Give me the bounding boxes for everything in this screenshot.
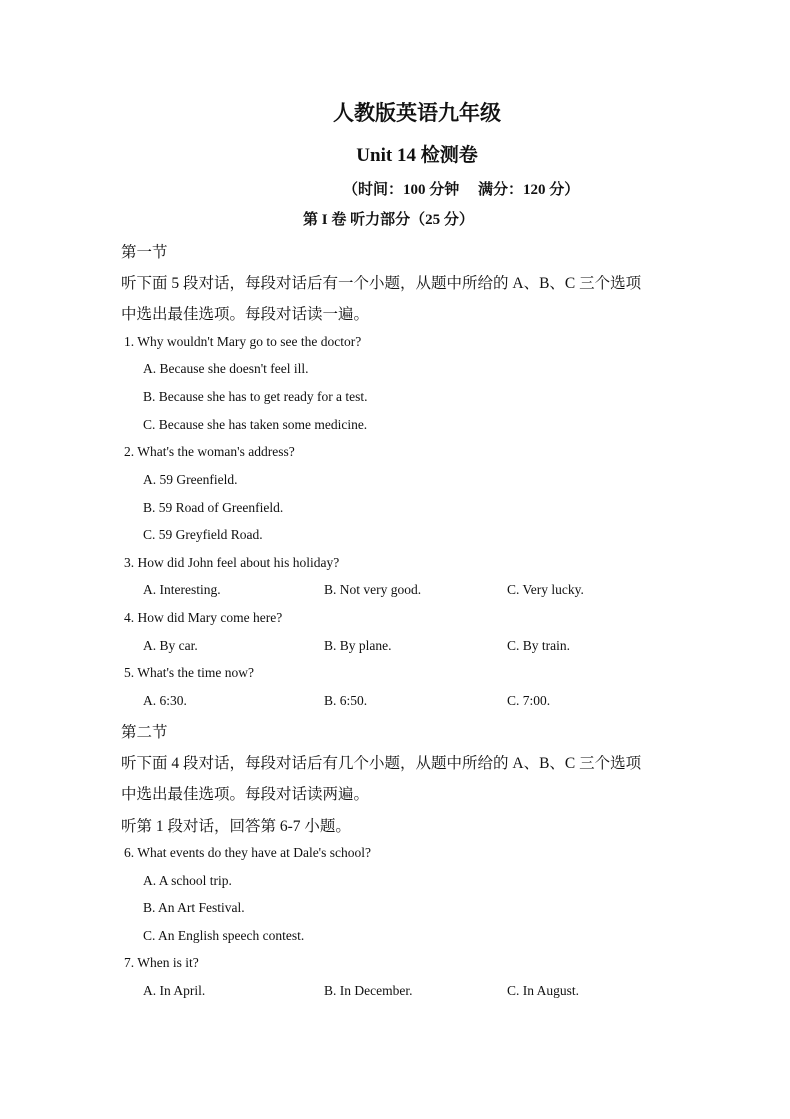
exam-title: 人教版英语九年级 <box>333 101 501 125</box>
option-2b: B. 59 Road of Greenfield. <box>143 500 284 515</box>
option-5b: B. 6:50. <box>324 693 368 708</box>
question-4: 4. How did Mary come here? <box>124 610 283 625</box>
question-2: 2. What's the woman's address? <box>124 444 295 459</box>
option-7a: A. In April. <box>143 983 206 998</box>
question-3: 3. How did John feel about his holiday? <box>124 555 340 570</box>
option-2a: A. 59 Greenfield. <box>143 472 238 487</box>
option-3a: A. Interesting. <box>143 582 221 597</box>
section1-instruction-cont: 中选出最佳选项。每段对话读一遍。 <box>121 306 370 323</box>
option-6b: B. An Art Festival. <box>143 900 245 915</box>
option-6a: A. A school trip. <box>143 873 232 888</box>
question-5: 5. What's the time now? <box>124 665 255 680</box>
section2-instruction: 听下面 4 段对话，每段对话后有几个小题，从题中所给的 A、B、C 三个选项 <box>121 755 642 772</box>
option-7c: C. In August. <box>507 983 580 998</box>
dialog1-note: 听第 1 段对话，回答第 6-7 小题。 <box>121 818 351 835</box>
question-1: 1. Why wouldn't Mary go to see the doctor? <box>124 334 362 349</box>
option-4b: B. By plane. <box>324 638 392 653</box>
option-1b: B. Because she has to get ready for a test. <box>143 389 368 404</box>
option-3b: B. Not very good. <box>324 582 422 597</box>
part-title: 第 I 卷 听力部分（25 分） <box>303 212 474 228</box>
option-5c: C. 7:00. <box>507 693 551 708</box>
section2-instruction-cont: 中选出最佳选项。每段对话读两遍。 <box>121 786 370 803</box>
question-7: 7. When is it? <box>124 955 199 970</box>
option-1a: A. Because she doesn't feel ill. <box>143 361 309 376</box>
exam-subtitle: Unit 14 检测卷 <box>356 145 478 166</box>
section1-heading: 第一节 <box>121 244 168 261</box>
option-4a: A. By car. <box>143 638 198 653</box>
section1-instruction: 听下面 5 段对话，每段对话后有一个小题，从题中所给的 A、B、C 三个选项 <box>121 275 642 292</box>
option-7b: B. In December. <box>324 983 413 998</box>
option-3c: C. Very lucky. <box>507 582 584 597</box>
option-5a: A. 6:30. <box>143 693 187 708</box>
option-4c: C. By train. <box>507 638 570 653</box>
option-2c: C. 59 Greyfield Road. <box>143 527 263 542</box>
option-1c: C. Because she has taken some medicine. <box>143 417 368 432</box>
question-6: 6. What events do they have at Dale's school? <box>124 845 371 860</box>
time-info: （时间：100 分钟 满分：120 分） <box>343 182 580 198</box>
section2-heading: 第二节 <box>121 724 168 741</box>
option-6c: C. An English speech contest. <box>143 928 305 943</box>
